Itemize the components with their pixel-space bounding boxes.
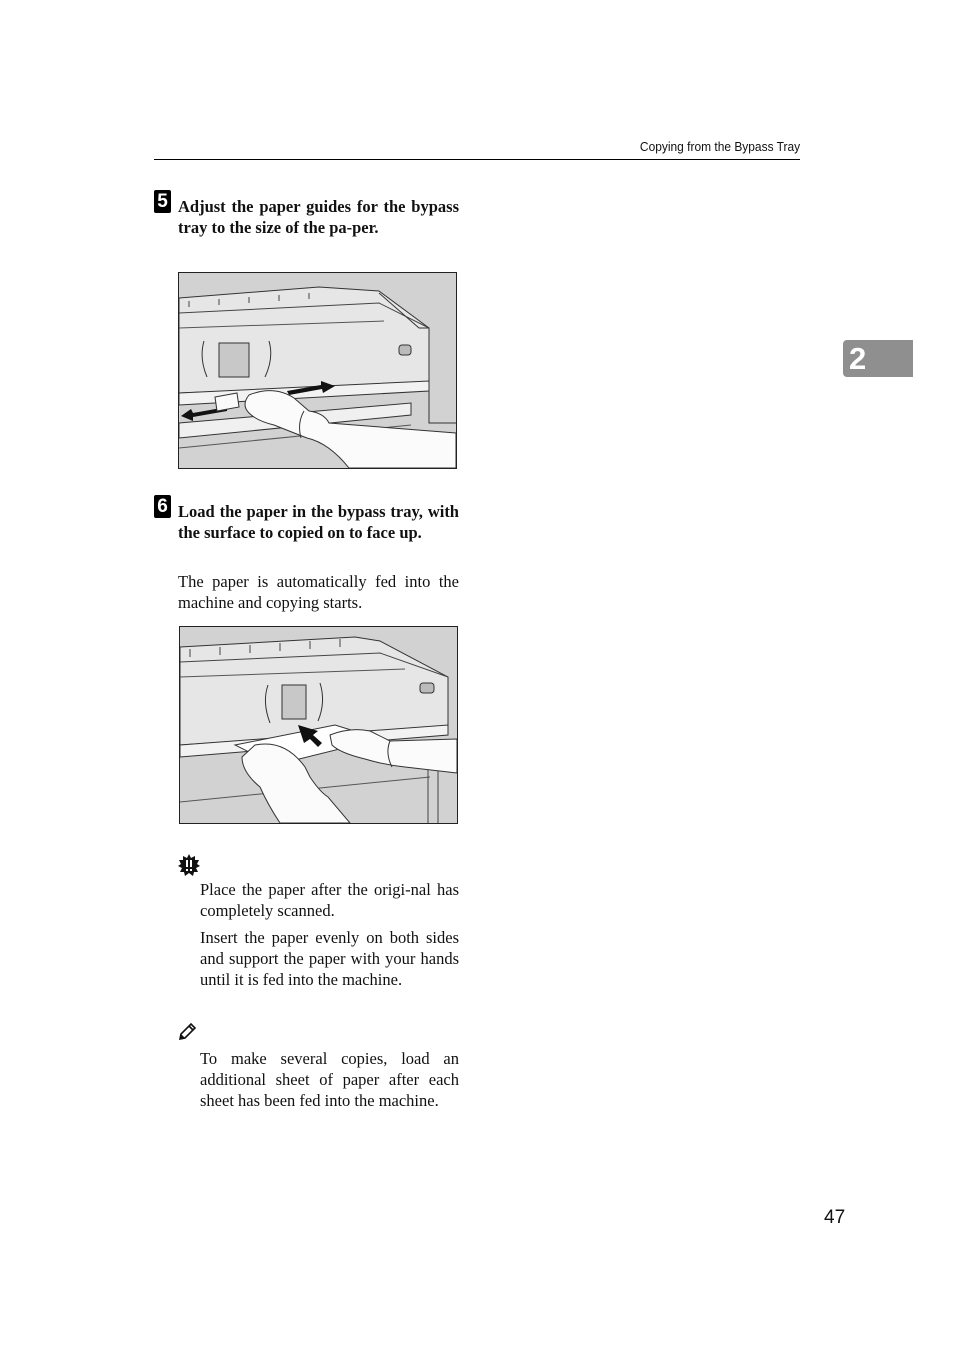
important-paragraph: Insert the paper evenly on both sides and support the paper with your hands until it is fed into the machine. xyxy=(200,928,459,989)
important-paragraph: Place the paper after the origi-nal has completely scanned. xyxy=(200,880,459,920)
step-number-badge: 6 xyxy=(154,495,171,518)
header-rule xyxy=(154,159,800,160)
page-number: 47 xyxy=(824,1207,846,1228)
chapter-tab xyxy=(843,340,913,377)
note-paragraph: To make several copies, load an additional sheet of paper after each sheet has been fed into the machine. xyxy=(200,1049,459,1110)
important-icon xyxy=(178,854,200,876)
step-title: Adjust the paper guides for the bypass tray to the size of the pa-per. xyxy=(178,197,459,237)
step-title: Load the paper in the bypass tray, with the surface to copied on to face up. xyxy=(178,502,459,542)
chapter-number: 2 xyxy=(849,341,867,376)
step-number-badge: 5 xyxy=(154,190,171,213)
step-description: The paper is automatically fed into the machine and copying starts. xyxy=(178,572,459,612)
figure-load-paper xyxy=(179,626,458,824)
running-header: Copying from the Bypass Tray xyxy=(639,139,800,154)
figure-adjust-paper-guides xyxy=(178,272,457,469)
pencil-note-icon xyxy=(177,1022,197,1042)
